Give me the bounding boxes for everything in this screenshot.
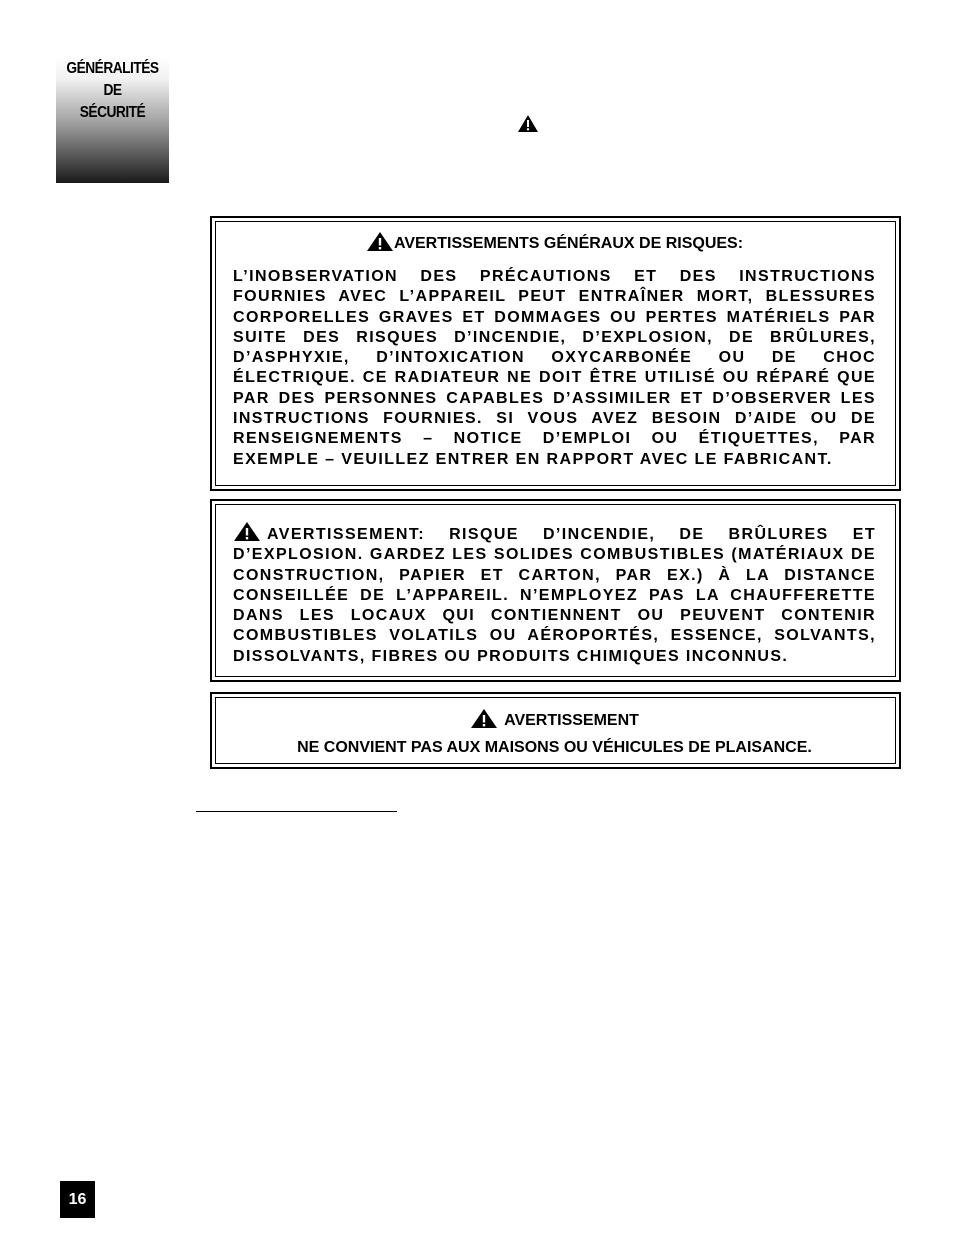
- not-for-mobile-homes-text: NE CONVIENT PAS AUX MAISONS OU VÉHICULES DE PLAISANCE.: [297, 739, 812, 756]
- section-tab-line-2: DE: [103, 82, 122, 99]
- not-for-mobile-homes-warning-box: [210, 692, 901, 769]
- not-for-mobile-homes-title: [233, 708, 876, 730]
- section-tab-line-3: SÉCURITÉ: [79, 104, 146, 121]
- horizontal-rule: [196, 811, 397, 812]
- warning-triangle-icon: [366, 231, 394, 252]
- fire-hazard-warning-box: [210, 499, 901, 682]
- general-hazard-title-text: AVERTISSEMENTS GÉNÉRAUX DE RISQUES:: [393, 235, 744, 252]
- not-for-mobile-homes-title-text: AVERTISSEMENT: [504, 712, 639, 729]
- fire-hazard-body: AVERTISSEMENT: RISQUE D’INCENDIE, DE BRÛLURES ET D’EXPLOSION. GARDEZ LES SOLIDES COMBUSTIBLES (MATÉRIAUX DE CONSTRUCTION, PAPIER ET CARTON, PAR EX.) À LA DISTANCE CONSEILLÉE DE L’APPAREIL. N’EMPLOYEZ PAS LA CHAUFFERETTE DANS LES LOCAUX QUI CONTIENNENT OU PEUVENT CONTENIR COMBUSTIBLES VOLATILS OU AÉROPORTÉS, ESSENCE, SOLVANTS, DISSOLVANTS, FIBRES OU PRODUITS CHIMIQUES INCONNUS.: [233, 526, 876, 665]
- section-tab: [56, 56, 169, 183]
- page-number: 16: [60, 1181, 95, 1218]
- general-hazard-warning-box: [210, 216, 901, 491]
- warning-triangle-icon: [470, 708, 498, 729]
- general-hazard-warning-inner: [215, 221, 896, 486]
- general-hazard-title: [233, 231, 876, 253]
- warning-triangle-icon: [517, 114, 539, 133]
- fire-hazard-body-wrap: [233, 521, 876, 667]
- section-tab-line-1: GÉNÉRALITÉS: [66, 60, 159, 77]
- not-for-mobile-homes-warning-inner: [215, 697, 896, 764]
- fire-hazard-warning-inner: [215, 504, 896, 677]
- general-hazard-body: L’INOBSERVATION DES PRÉCAUTIONS ET DES INSTRUCTIONS FOURNIES AVEC L’APPAREIL PEUT ENTRAÎNER MORT, BLESSURES CORPORELLES GRAVES ET DOMMAGES OU PERTES MATÉRIELS PAR SUITE DES RISQUES D’INCENDIE, D’EXPLOSION, DE BRÛLURES, D’ASPHYXIE, D’INTOXICATION OXYCARBONÉE OU DE CHOC ÉLECTRIQUE. CE RADIATEUR NE DOIT ÊTRE UTILISÉ OU RÉPARÉ QUE PAR DES PERSONNES CAPABLES D’ASSIMILER ET D’OBSERVER LES INSTRUCTIONS FOURNIES. SI VOUS AVEZ BESOIN D’AIDE OU DE RENSEIGNEMENTS – NOTICE D’EMPLOI OU ÉTIQUETTES, PAR EXEMPLE – VEUILLEZ ENTRER EN RAPPORT AVEC LE FABRICANT.: [233, 268, 876, 468]
- warning-triangle-icon: [233, 521, 261, 542]
